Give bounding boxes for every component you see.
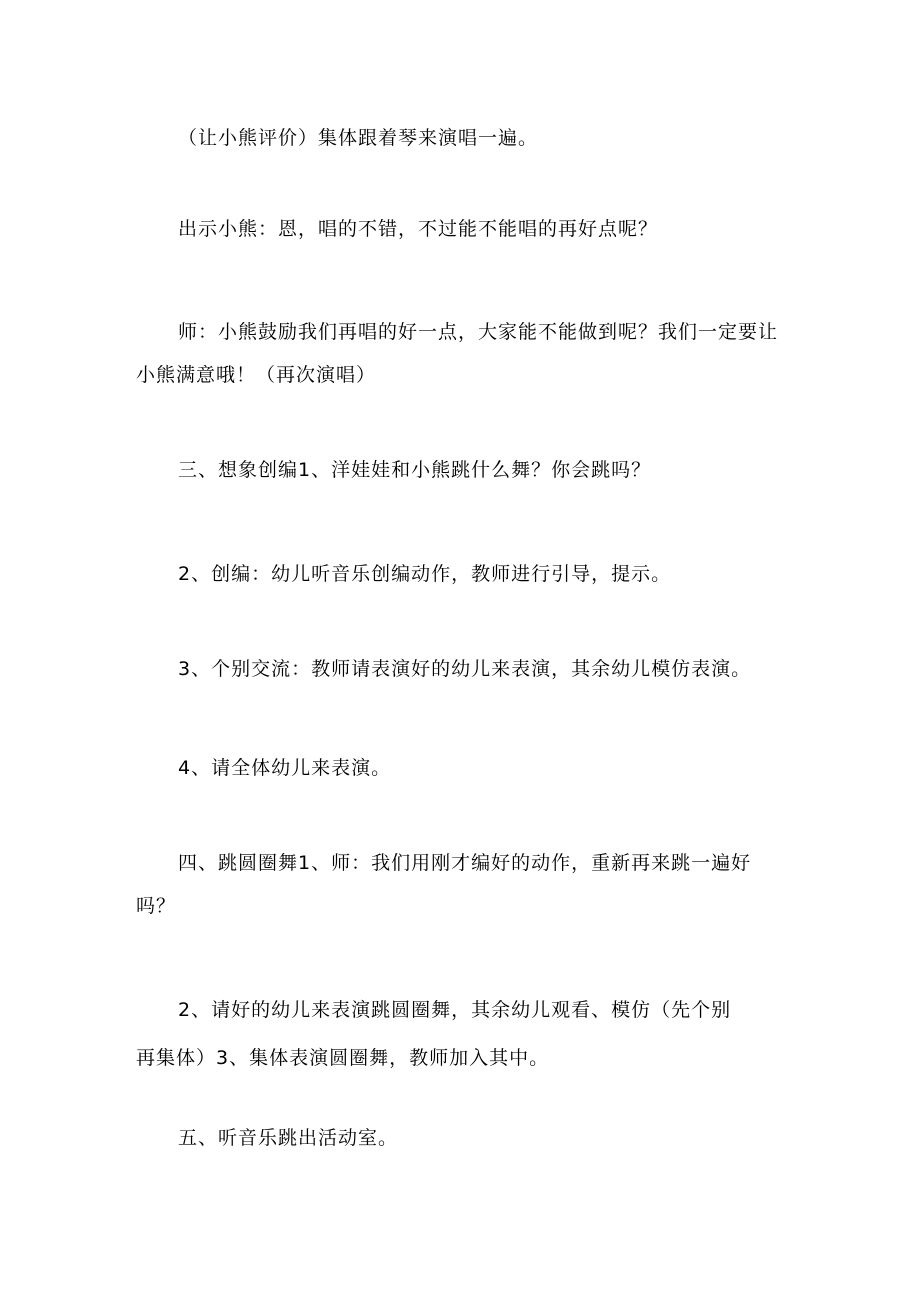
section-heading-line: 五、听音乐跳出活动室。 bbox=[178, 1127, 399, 1149]
text-line: 3、个别交流：教师请表演好的幼儿来表演，其余幼儿模仿表演。 bbox=[178, 658, 752, 680]
text-line: 小熊满意哦！（再次演唱） bbox=[136, 364, 377, 386]
section-heading-line: 四、跳圆圈舞1、师：我们用刚才编好的动作，重新再来跳一遍好 bbox=[178, 852, 752, 874]
text-line: 吗？ bbox=[136, 895, 177, 917]
text-line: 出示小熊：恩，唱的不错，不过能不能唱的再好点呢？ bbox=[178, 218, 659, 240]
text-line: 师：小熊鼓励我们再唱的好一点，大家能不能做到呢？我们一定要让 bbox=[178, 321, 779, 343]
section-heading-line: 三、想象创编1、洋娃娃和小熊跳什么舞？你会跳吗？ bbox=[178, 459, 652, 481]
text-line: 2、创编：幼儿听音乐创编动作，教师进行引导，提示。 bbox=[178, 563, 672, 585]
text-line: 2、请好的幼儿来表演跳圆圈舞，其余幼儿观看、模仿（先个别 bbox=[178, 999, 732, 1021]
text-line: 再集体）3、集体表演圆圈舞，教师加入其中。 bbox=[136, 1047, 550, 1069]
text-line: 4、请全体幼儿来表演。 bbox=[178, 757, 392, 779]
text-line: （让小熊评价）集体跟着琴来演唱一遍。 bbox=[178, 127, 539, 149]
